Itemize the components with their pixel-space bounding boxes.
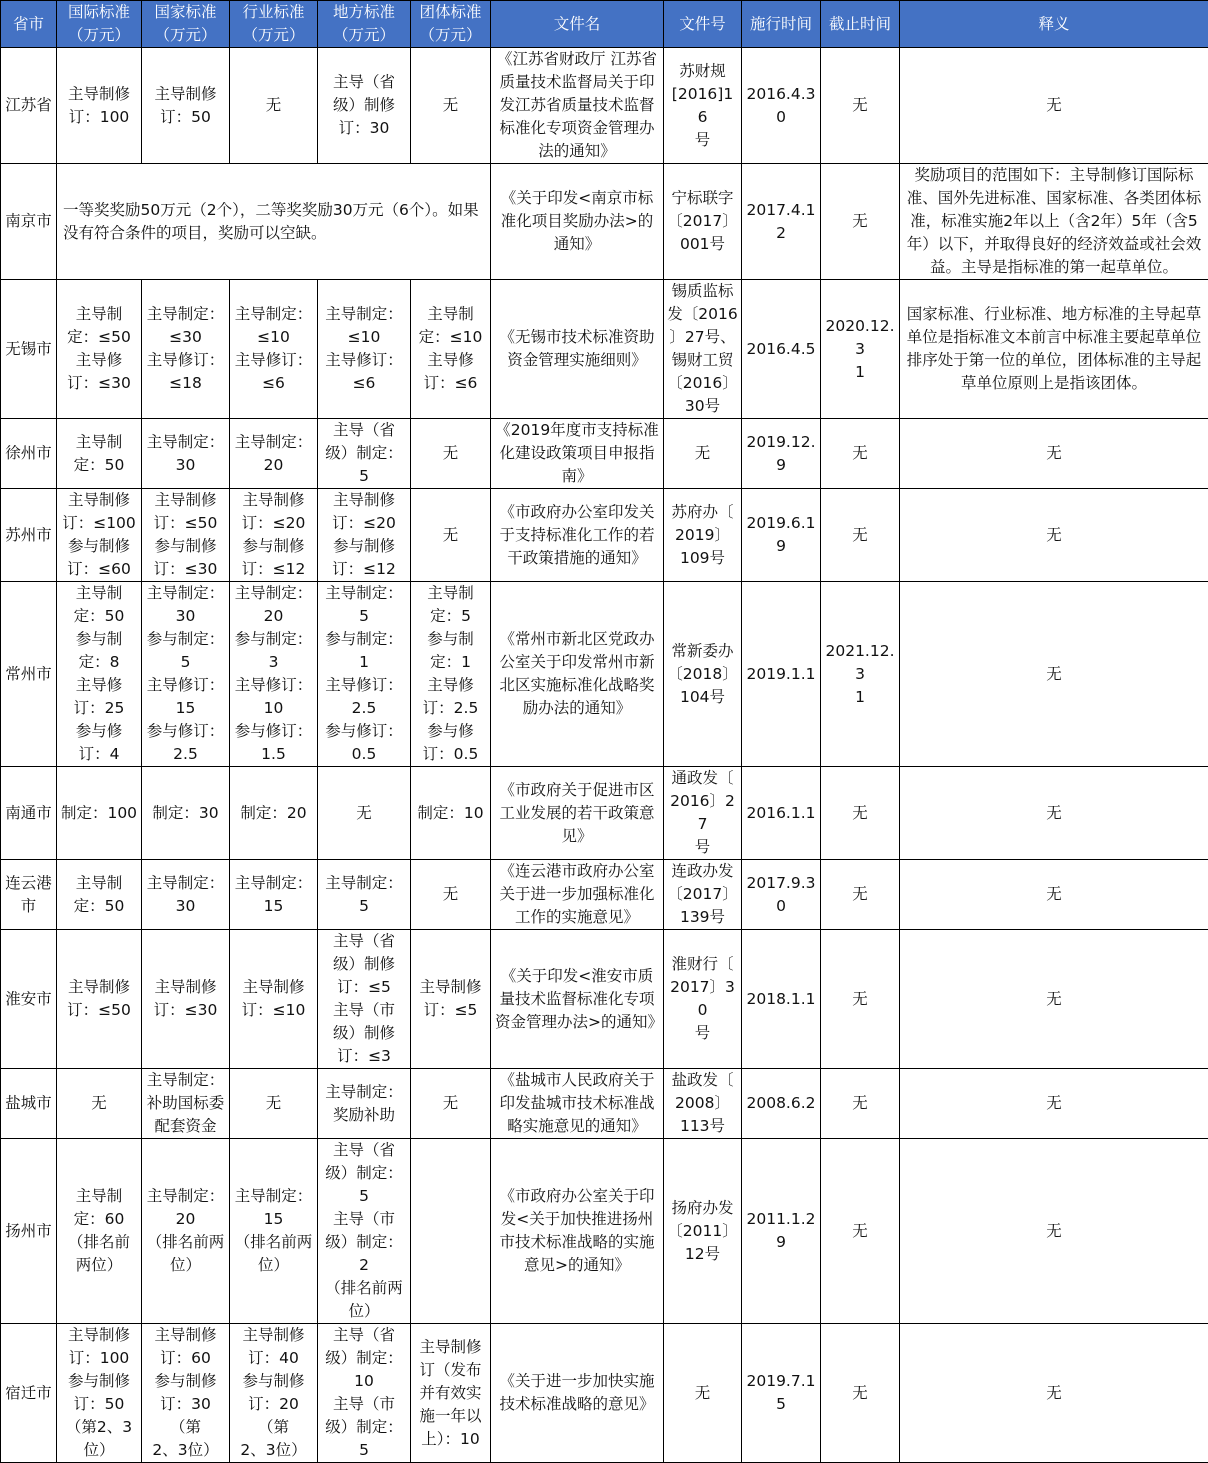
group-standard-cell: 无 — [411, 1069, 491, 1139]
doc-name-cell: 《关于进一步加快实施技术标准战略的意见》 — [491, 1324, 664, 1463]
industry-standard-cell: 制定：20 — [230, 767, 318, 860]
start-date-cell: 2019.6.19 — [742, 489, 821, 582]
table-body — [1, 48, 1208, 1463]
header-doc-no: 文件号 — [664, 1, 742, 48]
region-cell: 淮安市 — [1, 930, 57, 1069]
doc-number-cell: 扬府办发 〔2011〕 12号 — [664, 1139, 742, 1324]
note-cell: 奖励项目的范围如下：主导制修订国际标准、国外先进标准、国家标准、各类团体标准，标准实施2年以上（含2年）5年（含5年）以下，并取得良好的经济效益或社会效益。主导是指标准的第一起草单位。 — [900, 164, 1208, 280]
national-standard-cell: 主导制定： 30 参与制定： 5 主导修订： 15 参与修订： 2.5 — [142, 582, 230, 767]
note-cell: 无 — [900, 767, 1208, 860]
intl-standard-cell: 主导制 定：≤50 主导修 订：≤30 — [57, 280, 142, 419]
group-standard-cell: 无 — [411, 860, 491, 930]
national-standard-cell: 主导制定： 补助国标委 配套资金 — [142, 1069, 230, 1139]
industry-standard-cell: 主导制定： 15 （排名前两 位） — [230, 1139, 318, 1324]
doc-name-cell: 《市政府办公室印发关于支持标准化工作的若干政策措施的通知》 — [491, 489, 664, 582]
start-date-cell: 2011.1.29 — [742, 1139, 821, 1324]
local-standard-cell: 主导（省 级）制定： 5 主导（市 级）制定： 2 （排名前两 位） — [318, 1139, 411, 1324]
doc-name-cell: 《关于印发<南京市标准化项目奖励办法>的通知》 — [491, 164, 664, 280]
industry-standard-cell: 主导制定： ≤10 主导修订： ≤6 — [230, 280, 318, 419]
table-row — [1, 280, 1208, 419]
region-cell: 连云港 市 — [1, 860, 57, 930]
header-doc-name: 文件名 — [491, 1, 664, 48]
doc-name-cell: 《盐城市人民政府关于印发盐城市技术标准战略实施意见的通知》 — [491, 1069, 664, 1139]
group-standard-cell: 主导制 定：≤10 主导修 订：≤6 — [411, 280, 491, 419]
header-industry: 行业标准 （万元） — [230, 1, 318, 48]
table-row — [1, 1139, 1208, 1324]
national-standard-cell: 主导制修 订：60 参与制修 订：30（第 2、3位） — [142, 1324, 230, 1463]
table-row — [1, 860, 1208, 930]
region-cell: 南通市 — [1, 767, 57, 860]
intl-standard-cell: 主导制 定：50 — [57, 860, 142, 930]
start-date-cell: 2017.4.12 — [742, 164, 821, 280]
end-date-cell: 无 — [821, 1324, 900, 1463]
region-cell: 常州市 — [1, 582, 57, 767]
doc-name-cell: 《关于印发<淮安市质量技术监督标准化专项资金管理办法>的通知》 — [491, 930, 664, 1069]
end-date-cell: 2021.12.3 1 — [821, 582, 900, 767]
intl-standard-cell: 主导制修 订：≤100 参与制修 订：≤60 — [57, 489, 142, 582]
region-cell: 盐城市 — [1, 1069, 57, 1139]
start-date-cell: 2008.6.2 — [742, 1069, 821, 1139]
note-cell: 无 — [900, 860, 1208, 930]
table-row — [1, 164, 1208, 280]
header-end: 截止时间 — [821, 1, 900, 48]
start-date-cell: 2016.4.30 — [742, 48, 821, 164]
header-note: 释义 — [900, 1, 1208, 48]
note-cell: 无 — [900, 582, 1208, 767]
start-date-cell: 2018.1.1 — [742, 930, 821, 1069]
end-date-cell: 无 — [821, 1139, 900, 1324]
industry-standard-cell: 无 — [230, 1069, 318, 1139]
doc-name-cell: 《常州市新北区党政办公室关于印发常州市新北区实施标准化战略奖励办法的通知》 — [491, 582, 664, 767]
group-standard-cell: 主导制修 订（发布 并有效实 施一年以 上）：10 — [411, 1324, 491, 1463]
industry-standard-cell: 主导制修 订：40 参与制修 订：20（第 2、3位） — [230, 1324, 318, 1463]
end-date-cell: 无 — [821, 1069, 900, 1139]
end-date-cell: 2020.12.3 1 — [821, 280, 900, 419]
start-date-cell: 2016.4.5 — [742, 280, 821, 419]
start-date-cell: 2016.1.1 — [742, 767, 821, 860]
doc-number-cell: 连政办发 〔2017〕 139号 — [664, 860, 742, 930]
group-standard-cell: 制定：10 — [411, 767, 491, 860]
header-row — [1, 1, 1208, 48]
group-standard-cell: 无 — [411, 489, 491, 582]
doc-number-cell: 无 — [664, 419, 742, 489]
doc-number-cell: 通政发〔 2016〕27 号 — [664, 767, 742, 860]
header-start: 施行时间 — [742, 1, 821, 48]
region-cell: 徐州市 — [1, 419, 57, 489]
table-row — [1, 419, 1208, 489]
end-date-cell: 无 — [821, 419, 900, 489]
doc-name-cell: 《江苏省财政厅 江苏省质量技术监督局关于印发江苏省质量技术监督标准化专项资金管理办法的通知》 — [491, 48, 664, 164]
local-standard-cell: 主导（省 级）制修 订：30 — [318, 48, 411, 164]
doc-name-cell: 《无锡市技术标准资助资金管理实施细则》 — [491, 280, 664, 419]
end-date-cell: 无 — [821, 164, 900, 280]
note-cell: 无 — [900, 1324, 1208, 1463]
national-standard-cell: 主导制定： 30 — [142, 860, 230, 930]
intl-standard-cell: 主导制 定：50 — [57, 419, 142, 489]
local-standard-cell: 主导（省 级）制修 订：≤5 主导（市 级）制修 订：≤3 — [318, 930, 411, 1069]
national-standard-cell: 主导制修 订：50 — [142, 48, 230, 164]
doc-number-cell: 淮财行〔 2017〕30 号 — [664, 930, 742, 1069]
table-row — [1, 930, 1208, 1069]
local-standard-cell: 主导制修 订：≤20 参与制修 订：≤12 — [318, 489, 411, 582]
doc-number-cell: 无 — [664, 1324, 742, 1463]
local-standard-cell: 无 — [318, 767, 411, 860]
industry-standard-cell: 无 — [230, 48, 318, 164]
doc-name-cell: 《连云港市政府办公室关于进一步加强标准化工作的实施意见》 — [491, 860, 664, 930]
region-cell: 江苏省 — [1, 48, 57, 164]
region-cell: 扬州市 — [1, 1139, 57, 1324]
end-date-cell: 无 — [821, 489, 900, 582]
intl-standard-cell: 主导制修 订：≤50 — [57, 930, 142, 1069]
group-standard-cell: 无 — [411, 48, 491, 164]
national-standard-cell: 主导制修 订：≤50 参与制修 订：≤30 — [142, 489, 230, 582]
end-date-cell: 无 — [821, 767, 900, 860]
table-row — [1, 1324, 1208, 1463]
intl-standard-cell: 主导制 定：50 参与制 定：8 主导修 订：25 参与修 订：4 — [57, 582, 142, 767]
region-cell: 无锡市 — [1, 280, 57, 419]
region-cell: 宿迁市 — [1, 1324, 57, 1463]
doc-number-cell: 苏府办〔 2019〕 109号 — [664, 489, 742, 582]
intl-standard-cell: 主导制修 订：100 — [57, 48, 142, 164]
note-cell: 无 — [900, 1139, 1208, 1324]
local-standard-cell: 主导（省 级）制定： 10 主导（市 级）制定： 5 — [318, 1324, 411, 1463]
doc-name-cell: 《2019年度市支持标准化建设政策项目申报指南》 — [491, 419, 664, 489]
note-cell: 无 — [900, 48, 1208, 164]
end-date-cell: 无 — [821, 48, 900, 164]
note-cell: 无 — [900, 1069, 1208, 1139]
industry-standard-cell: 主导制修 订：≤20 参与制修 订：≤12 — [230, 489, 318, 582]
intl-standard-cell: 无 — [57, 1069, 142, 1139]
doc-number-cell: 锡质监标 发〔2016 〕27号、 锡财工贸 〔2016〕 30号 — [664, 280, 742, 419]
header-group: 团体标准 （万元） — [411, 1, 491, 48]
table-row — [1, 582, 1208, 767]
intl-standard-cell: 主导制 定：60 （排名前 两位） — [57, 1139, 142, 1324]
header-local: 地方标准 （万元） — [318, 1, 411, 48]
industry-standard-cell: 主导制修 订：≤10 — [230, 930, 318, 1069]
doc-number-cell: 常新委办 〔2018〕 104号 — [664, 582, 742, 767]
header-national: 国家标准 （万元） — [142, 1, 230, 48]
table-row — [1, 1069, 1208, 1139]
header-region: 省市 — [1, 1, 57, 48]
start-date-cell: 2019.1.1 — [742, 582, 821, 767]
region-cell: 南京市 — [1, 164, 57, 280]
industry-standard-cell: 主导制定： 20 — [230, 419, 318, 489]
doc-number-cell: 盐政发〔 2008〕 113号 — [664, 1069, 742, 1139]
intl-standard-cell: 主导制修 订：100 参与制修 订：50 （第2、3 位） — [57, 1324, 142, 1463]
note-cell: 无 — [900, 419, 1208, 489]
intl-standard-cell: 制定：100 — [57, 767, 142, 860]
national-standard-cell: 制定：30 — [142, 767, 230, 860]
table-row — [1, 767, 1208, 860]
end-date-cell: 无 — [821, 860, 900, 930]
end-date-cell: 无 — [821, 930, 900, 1069]
local-standard-cell: 主导（省 级）制定： 5 — [318, 419, 411, 489]
start-date-cell: 2019.12.9 — [742, 419, 821, 489]
local-standard-cell: 主导制定： ≤10 主导修订： ≤6 — [318, 280, 411, 419]
national-standard-cell: 主导制定： 30 — [142, 419, 230, 489]
local-standard-cell: 主导制定： 5 参与制定： 1 主导修订： 2.5 参与修订： 0.5 — [318, 582, 411, 767]
reward-cell: 一等奖奖励50万元（2个），二等奖奖励30万元（6个）。如果没有符合条件的项目，奖励可以空缺。 — [57, 164, 491, 280]
national-standard-cell: 主导制定： 20 （排名前两 位） — [142, 1139, 230, 1324]
national-standard-cell: 主导制修 订：≤30 — [142, 930, 230, 1069]
doc-name-cell: 《市政府办公室关于印发<关于加快推进扬州市技术标准战略的实施意见>的通知》 — [491, 1139, 664, 1324]
industry-standard-cell: 主导制定： 20 参与制定： 3 主导修订： 10 参与修订： 1.5 — [230, 582, 318, 767]
table-row — [1, 489, 1208, 582]
start-date-cell: 2019.7.15 — [742, 1324, 821, 1463]
group-standard-cell: 主导制 定：5 参与制 定：1 主导修 订：2.5 参与修 订：0.5 — [411, 582, 491, 767]
national-standard-cell: 主导制定： ≤30 主导修订： ≤18 — [142, 280, 230, 419]
start-date-cell: 2017.9.30 — [742, 860, 821, 930]
group-standard-cell — [411, 1139, 491, 1324]
group-standard-cell: 主导制修 订：≤5 — [411, 930, 491, 1069]
local-standard-cell: 主导制定： 5 — [318, 860, 411, 930]
note-cell: 无 — [900, 489, 1208, 582]
doc-number-cell: 苏财规 [2016]16 号 — [664, 48, 742, 164]
header-intl: 国际标准 （万元） — [57, 1, 142, 48]
note-cell: 国家标准、行业标准、地方标准的主导起草单位是指标准文本前言中标准主要起草单位排序处于第一位的单位，团体标准的主导起草单位原则上是指该团体。 — [900, 280, 1208, 419]
group-standard-cell: 无 — [411, 419, 491, 489]
note-cell: 无 — [900, 930, 1208, 1069]
doc-number-cell: 宁标联字 〔2017〕 001号 — [664, 164, 742, 280]
table-row — [1, 48, 1208, 164]
local-standard-cell: 主导制定： 奖励补助 — [318, 1069, 411, 1139]
doc-name-cell: 《市政府关于促进市区工业发展的若干政策意见》 — [491, 767, 664, 860]
region-cell: 苏州市 — [1, 489, 57, 582]
industry-standard-cell: 主导制定： 15 — [230, 860, 318, 930]
